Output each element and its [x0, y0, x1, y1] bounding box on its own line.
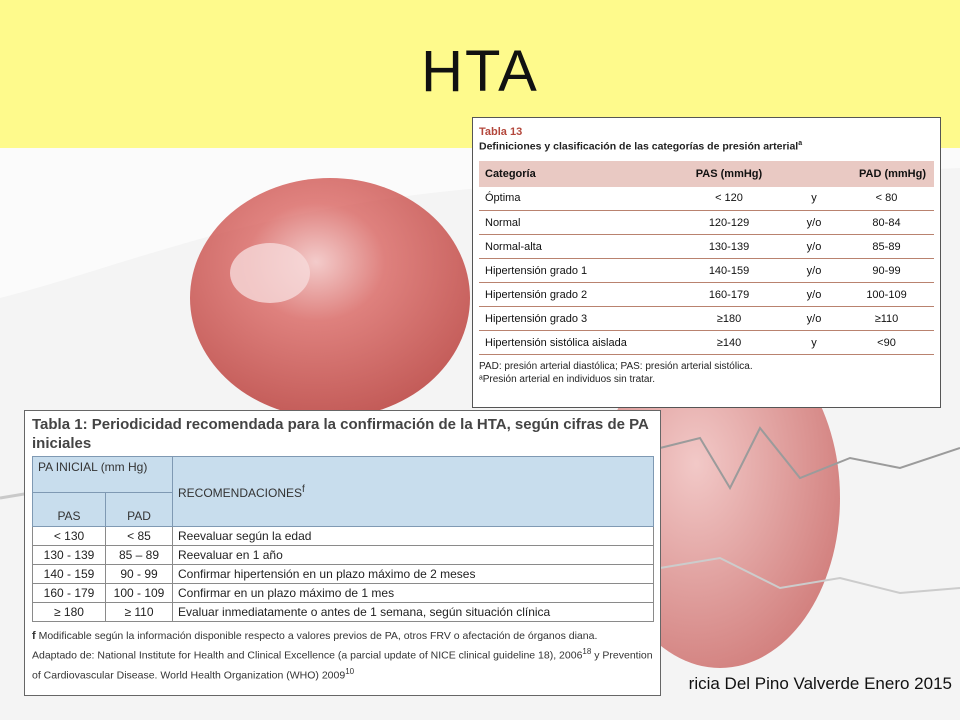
pad-cell: ≥110 [839, 307, 934, 331]
pad-cell: 90 - 99 [106, 565, 173, 584]
table1-header-recommendations [173, 457, 654, 527]
operator-cell: y/o [789, 283, 839, 307]
table1-header-pas: PAS [33, 493, 106, 527]
pas-cell: ≥140 [669, 331, 789, 355]
table-row [479, 235, 934, 259]
table-row [479, 259, 934, 283]
category-cell: Hipertensión grado 3 [479, 307, 669, 331]
table1-source-a: Adaptado de: National Institute for Health and Clinical Excellence (a parcial update of NICE clinical guideline 18), 2006 [32, 649, 583, 662]
table-row [33, 565, 654, 584]
table1-header-initial-bp: PA INICIAL (mm Hg) [33, 457, 173, 493]
recommendation-cell: Reevaluar según la edad [173, 527, 654, 546]
table13-header-pad: PAD (mmHg) [839, 161, 934, 187]
confirmation-table-panel [24, 410, 661, 696]
table1-source [32, 644, 654, 683]
table-row [479, 211, 934, 235]
table1-header-pad: PAD [106, 493, 173, 527]
table13-caption [479, 140, 934, 153]
category-cell: Hipertensión grado 1 [479, 259, 669, 283]
table13-header-row [479, 161, 934, 187]
pad-cell: 80-84 [839, 211, 934, 235]
pad-cell: 85-89 [839, 235, 934, 259]
table-row [33, 584, 654, 603]
confirmation-table [32, 456, 654, 622]
category-cell: Hipertensión sistólica aislada [479, 331, 669, 355]
table13-label: Tabla 13 [479, 126, 523, 138]
table13-caption-mark: a [798, 140, 803, 147]
pad-cell: 100 - 109 [106, 584, 173, 603]
table13-header-category: Categoría [479, 161, 669, 187]
table1-source-a-ref: 18 [582, 647, 592, 656]
operator-cell: y/o [789, 307, 839, 331]
table1-notes [32, 628, 654, 683]
table-row [479, 187, 934, 211]
pas-cell: 120-129 [669, 211, 789, 235]
pas-cell: ≥ 180 [33, 603, 106, 622]
pad-cell: 90-99 [839, 259, 934, 283]
table-row [33, 603, 654, 622]
table1-footnote-text: Modificable según la información disponible respecto a valores previos de PA, otros FRV o afectación de órganos diana. [35, 630, 598, 642]
recommendation-cell: Reevaluar en 1 año [173, 546, 654, 565]
table13-header-op [789, 161, 839, 187]
pas-cell: < 130 [33, 527, 106, 546]
operator-cell: y/o [789, 235, 839, 259]
pas-cell: 130 - 139 [33, 546, 106, 565]
recommendation-cell: Confirmar hipertensión en un plazo máximo de 2 meses [173, 565, 654, 584]
pas-cell: < 120 [669, 187, 789, 211]
table-row [33, 546, 654, 565]
pas-cell: 160-179 [669, 283, 789, 307]
operator-cell: y/o [789, 259, 839, 283]
table13-note-abbreviations: PAD: presión arterial diastólica; PAS: presión arterial sistólica. [479, 361, 753, 372]
slide-footer: ricia Del Pino Valverde Enero 2015 [688, 674, 952, 693]
table1-header-rec-text: RECOMENDACIONES [178, 485, 303, 500]
table1-footnote [32, 628, 654, 644]
pas-cell: 140 - 159 [33, 565, 106, 584]
operator-cell: y/o [789, 211, 839, 235]
pad-cell: < 85 [106, 527, 173, 546]
pad-cell: < 80 [839, 187, 934, 211]
table13-header-pas: PAS (mmHg) [669, 161, 789, 187]
category-cell: Normal-alta [479, 235, 669, 259]
table-row [479, 283, 934, 307]
pas-cell: 160 - 179 [33, 584, 106, 603]
table13-notes [479, 360, 934, 386]
table-row [479, 331, 934, 355]
recommendation-cell: Evaluar inmediatamente o antes de 1 semana, según situación clínica [173, 603, 654, 622]
category-cell: Normal [479, 211, 669, 235]
pas-cell: ≥180 [669, 307, 789, 331]
pas-cell: 130-139 [669, 235, 789, 259]
pad-cell: 85 – 89 [106, 546, 173, 565]
pad-cell: 100-109 [839, 283, 934, 307]
table1-source-b: y Prevention of Cardiovascular Disease. World Health Organization (WHO) 2009 [32, 649, 653, 681]
recommendation-cell: Confirmar en un plazo máximo de 1 mes [173, 584, 654, 603]
table1-header-rec-mark: f [302, 483, 305, 495]
classification-table [479, 161, 934, 356]
table1-header-row [33, 457, 654, 493]
table1-title: Tabla 1: Periodicidad recomendada para la confirmación de la HTA, según cifras de PA iniciales [32, 416, 649, 452]
table1-source-b-ref: 10 [345, 666, 355, 676]
table1-footnote-mark: f [32, 630, 36, 642]
operator-cell: y [789, 187, 839, 211]
table-row [479, 307, 934, 331]
category-cell: Óptima [479, 187, 669, 211]
category-cell: Hipertensión grado 2 [479, 283, 669, 307]
operator-cell: y [789, 331, 839, 355]
pas-cell: 140-159 [669, 259, 789, 283]
pad-cell: <90 [839, 331, 934, 355]
table13-caption-text: Definiciones y clasificación de las categorías de presión arterial [479, 140, 799, 153]
table-row [33, 527, 654, 546]
classification-table-panel [472, 117, 941, 408]
slide-title: HTA [421, 39, 539, 104]
pad-cell: ≥ 110 [106, 603, 173, 622]
table13-note-untreated: ᵃPresión arterial en individuos sin tratar. [479, 374, 656, 385]
